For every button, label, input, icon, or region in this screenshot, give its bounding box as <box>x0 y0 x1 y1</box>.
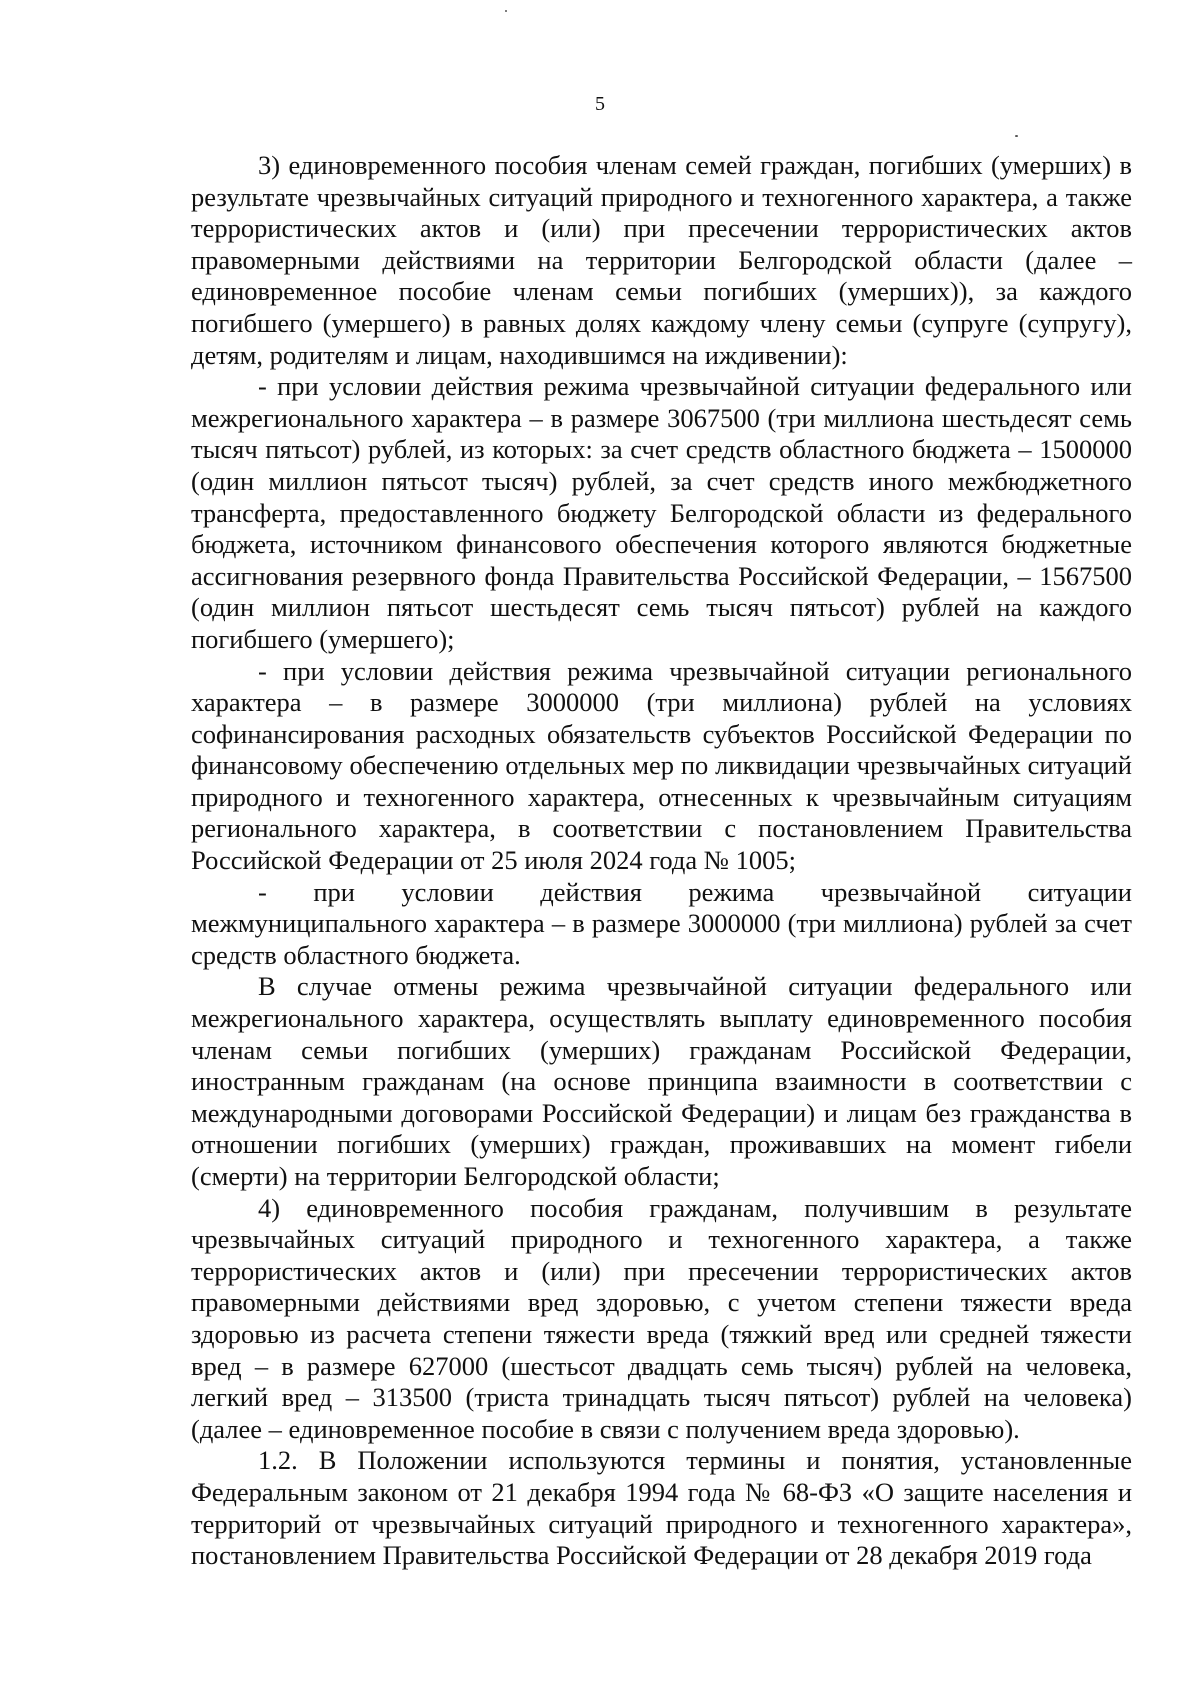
document-body <box>191 150 1132 1572</box>
page-number: 5 <box>595 93 605 115</box>
scan-speck <box>505 10 507 12</box>
paragraph-item-3-one-time-allowance-family: 3) единовременного пособия членам семей граждан, погибших (умерших) в результате чрезвычайных ситуаций природного и техногенного характера, а также террористических актов и (или) при пресечении террористических актов правомерными действиями на территории Белгородской области (далее – единовременное пособие членам семьи погибших (умерших)), за каждого погибшего (умершего) в равных долях каждому члену семьи (супруге (супругу), детям, родителям и лицам, находившимся на иждивении): <box>191 150 1132 370</box>
paragraph-intermunicipal-emergency: - при условии действия режима чрезвычайной ситуации межмуниципального характера – в размере 3000000 (три миллиона) рублей за счет средств областного бюджета. <box>191 876 1132 970</box>
paragraph-regional-emergency: - при условии действия режима чрезвычайной ситуации регионального характера – в размере 3000000 (три миллиона) рублей на условиях софинансирования расходных обязательств субъектов Российской Федерации по финансовому обеспечению отдельных мер по ликвидации чрезвычайных ситуаций природного и техногенного характера, отнесенных к чрезвычайным ситуациям регионального характера, в соответствии с постановлением Правительства Российской Федерации от 25 июля 2024 года № 1005; <box>191 655 1132 876</box>
paragraph-item-4-health-damage-allowance: 4) единовременного пособия гражданам, получившим в результате чрезвычайных ситуаций природного и техногенного характера, а также террористических актов и (или) при пресечении террористических актов правомерными действиями вред здоровью, с учетом степени тяжести вреда здоровью из расчета степени тяжести вреда (тяжкий вред или средней тяжести вред – в размере 627000 (шестьсот двадцать семь тысяч) рублей на человека, легкий вред – 313500 (триста тринадцать тысяч пятьсот) рублей на человека) (далее – единовременное пособие в связи с получением вреда здоровью). <box>191 1192 1132 1444</box>
paragraph-1-2-terms-and-definitions: 1.2. В Положении используются термины и понятия, установленные Федеральным законом от 21 декабря 1994 года № 68-ФЗ «О защите населения и территорий от чрезвычайных ситуаций природного и техногенного характера», постановлением Правительства Российской Федерации от 28 декабря 2019 года <box>191 1445 1132 1571</box>
paragraph-federal-interregional-emergency: - при условии действия режима чрезвычайной ситуации федерального или межрегионального характера – в размере 3067500 (три миллиона шестьдесят семь тысяч пятьсот) рублей, из которых: за счет средств областного бюджета – 1500000 (один миллион пятьсот тысяч) рублей, за счет средств иного межбюджетного трансферта, предоставленного бюджету Белгородской области из федерального бюджета, источником финансового обеспечения которого являются бюджетные ассигнования резервного фонда Правительства Российской Федерации, – 1567500 (один миллион пятьсот шестьдесят семь тысяч пятьсот) рублей на каждого погибшего (умершего); <box>191 371 1132 654</box>
scan-speck <box>1015 135 1018 137</box>
paragraph-cancellation-of-regime: В случае отмены режима чрезвычайной ситуации федерального или межрегионального характера, осуществлять выплату единовременного пособия членам семьи погибших (умерших) гражданам Российской Федерации, иностранным гражданам (на основе принципа взаимности в соответствии с международными договорами Российской Федерации) и лицам без гражданства в отношении погибших (умерших) граждан, проживавших на момент гибели (смерти) на территории Белгородской области; <box>191 971 1132 1191</box>
